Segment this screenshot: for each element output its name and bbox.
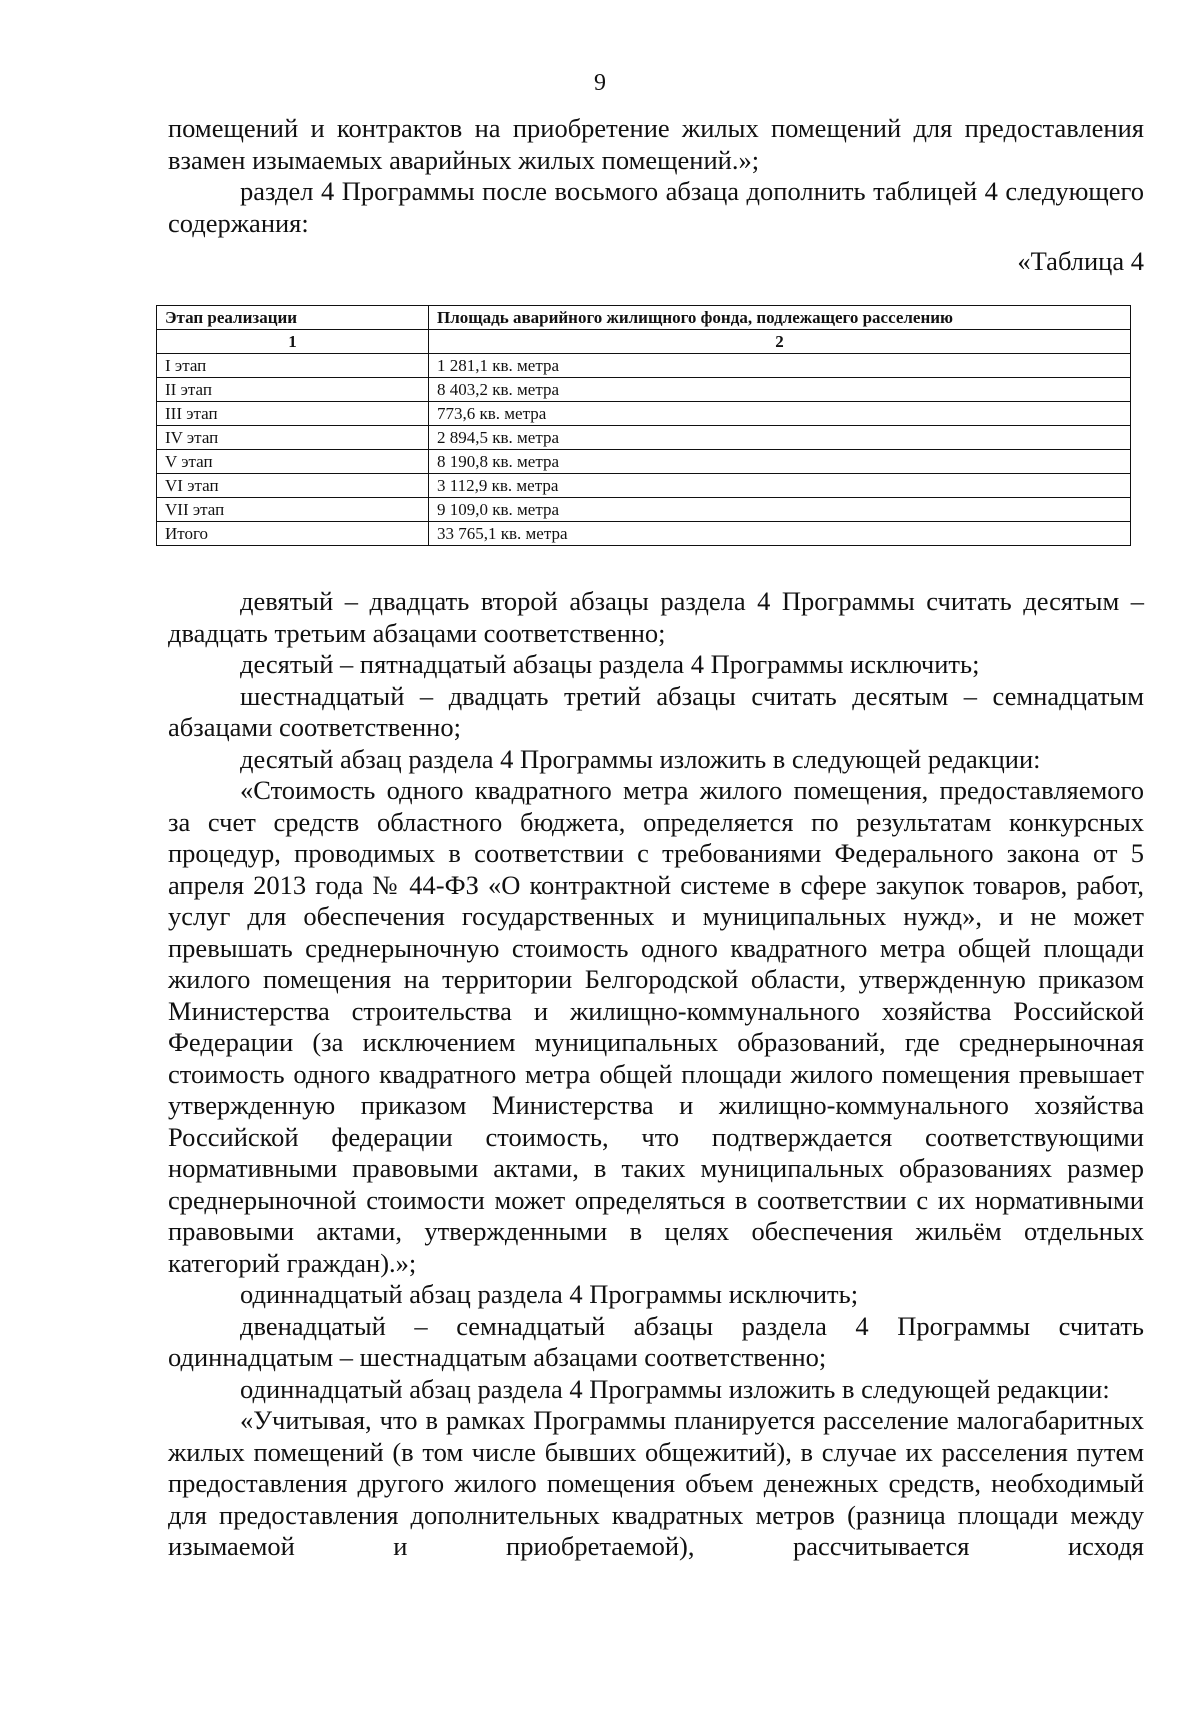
area-cell: 9 109,0 кв. метра xyxy=(429,498,1131,522)
area-cell: 2 894,5 кв. метра xyxy=(429,426,1131,450)
stage-cell: II этап xyxy=(157,378,429,402)
stage-cell: I этап xyxy=(157,354,429,378)
table-row xyxy=(157,426,1131,450)
area-cell: 33 765,1 кв. метра xyxy=(429,522,1131,546)
stage-cell: III этап xyxy=(157,402,429,426)
upper-text-block xyxy=(168,113,1144,239)
paragraph: одиннадцатый абзац раздела 4 Программы изложить в следующей редакции: xyxy=(240,1373,1110,1404)
paragraph: шестнадцатый – двадцать третий абзацы считать десятым – семнадцатым абзацами соответственно; xyxy=(168,680,1144,742)
area-cell: 8 403,2 кв. метра xyxy=(429,378,1131,402)
paragraph: раздел 4 Программы после восьмого абзаца дополнить таблицей 4 следующего содержания: xyxy=(168,176,1144,238)
area-cell: 8 190,8 кв. метра xyxy=(429,450,1131,474)
header-stage: Этап реализации xyxy=(157,306,429,330)
stage-cell: V этап xyxy=(157,450,429,474)
paragraph: одиннадцатый абзац раздела 4 Программы исключить; xyxy=(240,1279,859,1309)
table-row xyxy=(157,450,1131,474)
table-header-row xyxy=(157,306,1131,330)
paragraph: помещений и контрактов на приобретение жилых помещений для предоставления взамен изымаемых аварийных жилых помещений.»; xyxy=(168,113,1144,175)
paragraph: «Стоимость одного квадратного метра жилого помещения, предоставляемого за счет средств областного бюджета, определяется по результатам конкурсных процедур, проводимых в соответствии с требованиями Федерального закона от 5 апреля 2013 года № 44-ФЗ «О контрактной системе в сфере закупок товаров, работ, услуг для обеспечения государственных и муниципальных нужд», и не может превышать среднерыночную стоимость одного квадратного метра общей площади жилого помещения на территории Белгородской области, утвержденную приказом Министерства строительства и жилищно-коммунального хозяйства Российской Федерации (за исключением муниципальных образований, где среднерыночная стоимость одного квадратного метра общей площади жилого помещения превышает утвержденную приказом Министерства и жилищно-коммунального хозяйства Российской федерации стоимость, что подтверждается соответствующими нормативными правовыми актами, в таких муниципальных образованиях размер среднерыночной стоимости может определяться в соответствии с их нормативными правовыми актами, утвержденными в целях обеспечения жильём отдельных категорий граждан).»; xyxy=(168,775,1144,1278)
paragraph: десятый – пятнадцатый абзацы раздела 4 Программы исключить; xyxy=(240,649,980,679)
paragraph: десятый абзац раздела 4 Программы изложить в следующей редакции: xyxy=(240,743,1041,774)
table-row xyxy=(157,378,1131,402)
table-total-row xyxy=(157,522,1131,546)
paragraph: «Учитывая, что в рамках Программы планируется расселение малогабаритных жилых помещений (в том числе бывших общежитий), в случае их расселения путем предоставления другого жилого помещения объем денежных средств, необходимый для предоставления дополнительных квадратных метров (разница площади между изымаемой и приобретаемой), рассчитывается исходя xyxy=(168,1405,1144,1561)
lower-text-block xyxy=(168,586,1144,1563)
stage-cell: Итого xyxy=(157,522,429,546)
stage-cell: VI этап xyxy=(157,474,429,498)
table-caption: «Таблица 4 xyxy=(1017,246,1144,276)
table-row xyxy=(157,474,1131,498)
table-column-numbers-row xyxy=(157,330,1131,354)
stage-cell: IV этап xyxy=(157,426,429,450)
paragraph: девятый – двадцать второй абзацы раздела 4 Программы считать десятым – двадцать третьим абзацами соответственно; xyxy=(168,586,1144,648)
header-area: Площадь аварийного жилищного фонда, подлежащего расселению xyxy=(429,306,1131,330)
area-cell: 1 281,1 кв. метра xyxy=(429,354,1131,378)
area-cell: 773,6 кв. метра xyxy=(429,402,1131,426)
table-row xyxy=(157,498,1131,522)
stages-table xyxy=(156,305,1131,546)
column-number: 2 xyxy=(429,330,1131,354)
area-cell: 3 112,9 кв. метра xyxy=(429,474,1131,498)
table-row xyxy=(157,402,1131,426)
stage-cell: VII этап xyxy=(157,498,429,522)
table-row xyxy=(157,354,1131,378)
column-number: 1 xyxy=(157,330,429,354)
page-number: 9 xyxy=(594,70,606,96)
paragraph: двенадцатый – семнадцатый абзацы раздела 4 Программы считать одиннадцатым – шестнадцатым абзацами соответственно; xyxy=(168,1310,1144,1372)
